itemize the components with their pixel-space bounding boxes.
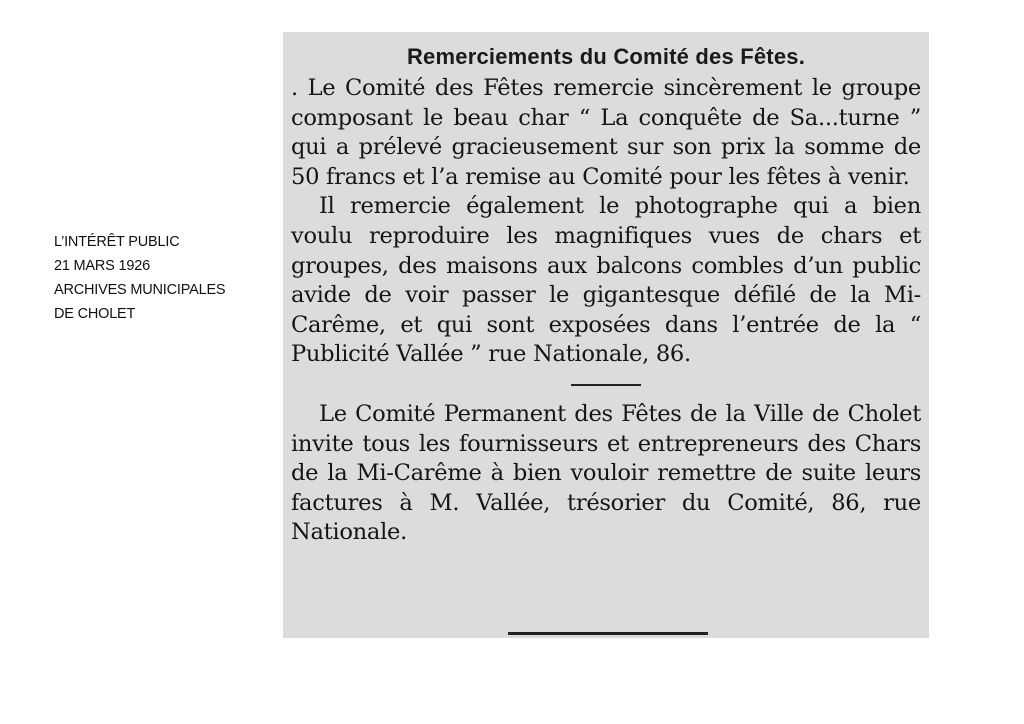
separator-rule [571, 384, 641, 386]
caption-city: DE CHOLET [54, 306, 136, 322]
newspaper-clipping [283, 32, 929, 638]
clipping-paragraph-3: Le Comité Permanent des Fêtes de la Ville de Cholet invite tous les fournisseurs et entrepreneurs des Chars de la Mi-Carême à bien vouloir remettre de suite leurs factures à M. Vallée, trésorier du Comité, 86, rue Nationale. [291, 400, 921, 546]
clipping-paragraph-1: . Le Comité des Fêtes remercie sincèrement le groupe composant le beau char “ La conquête de Sa...turne ” qui a prélevé gracieusement sur son prix la somme de 50 francs et l’a remise au Comité pour les fêtes à venir. [291, 75, 921, 190]
source-caption [54, 230, 225, 326]
caption-date: 21 MARS 1926 [54, 258, 150, 274]
caption-archive: ARCHIVES MUNICIPALES [54, 282, 226, 298]
clipping-title: Remerciements du Comité des Fêtes. [406, 44, 806, 69]
bottom-rule [508, 632, 708, 635]
clipping-paragraph-2: Il remercie également le photographe qui a bien voulu reproduire les magnifiques vues de chars et groupes, des maisons aux balcons combles d’un public avide de voir passer le gigantesque défilé de la Mi-Carême, et qui sont exposées dans l’entrée de la “ Publicité Vallée ” rue Nationale, 86. [291, 193, 921, 368]
caption-newspaper: L’INTÉRÊT PUBLIC [54, 234, 180, 250]
